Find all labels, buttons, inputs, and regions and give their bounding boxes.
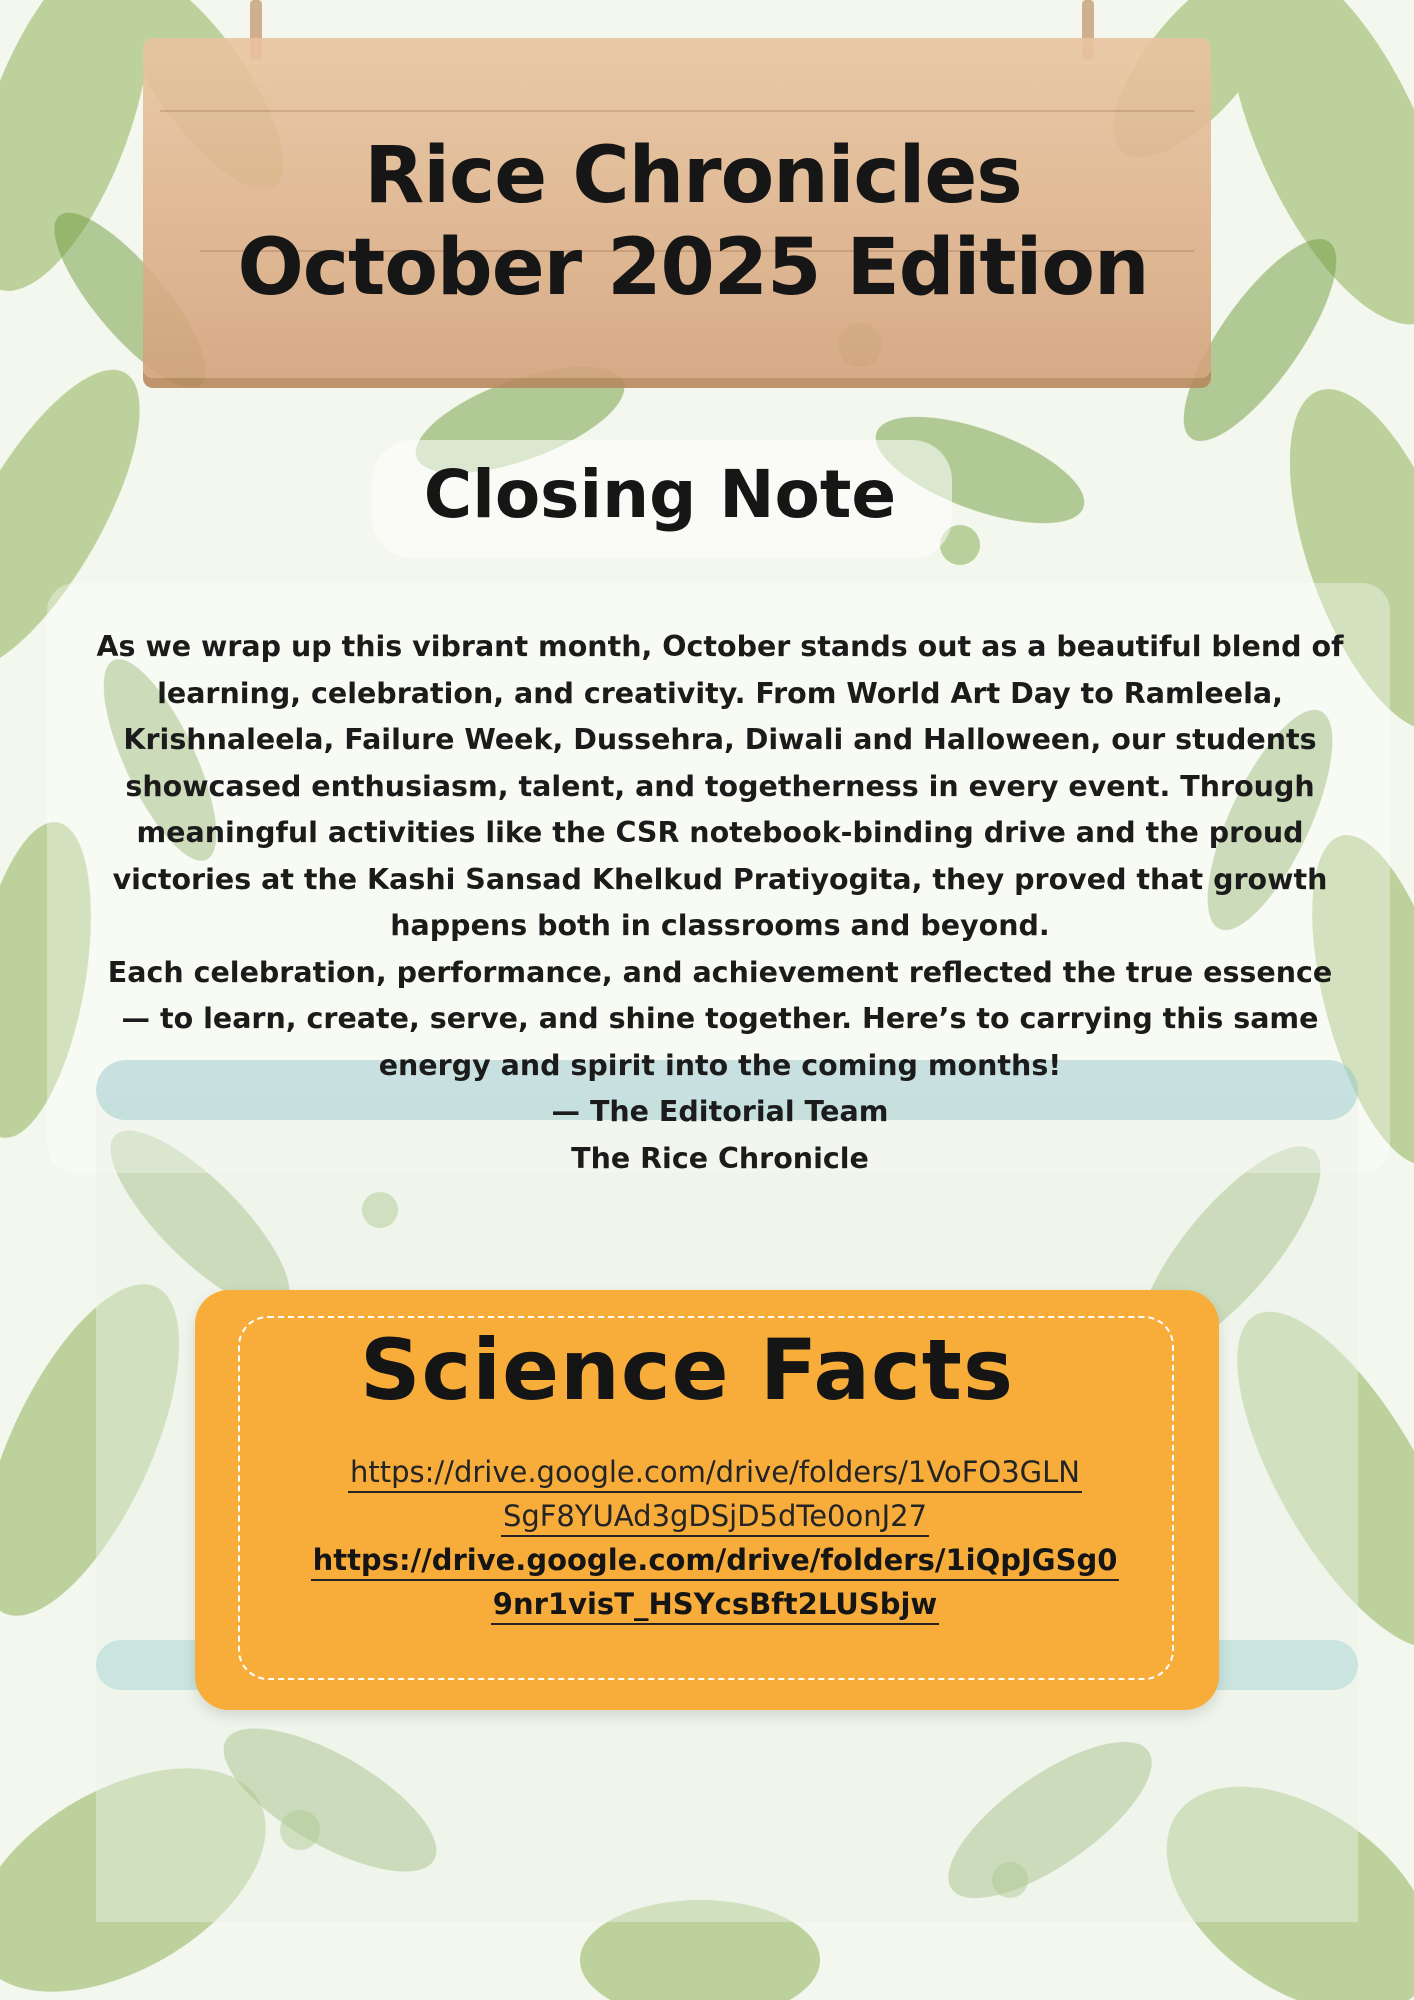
- closing-paragraph-2: Each celebration, performance, and achievement reflected the true essence — to learn, create, serve, and shine together. Here’s to carrying this same energy and spirit into the coming months!: [107, 955, 1333, 1082]
- closing-paragraph-1: As we wrap up this vibrant month, October stands out as a beautiful blend of learning, celebration, and creativity. From World Art Day to Ramleela, Krishnaleela, Failure Week, Dussehra, Diwali and Halloween, our students showcased enthusiasm, talent, and togetherness in every event. Through meaningful activities like the CSR notebook-binding drive and the proud victories at the Kashi Sansad Khelkud Pratiyogita, they proved that growth happens both in classrooms and beyond.: [96, 630, 1344, 942]
- drive-link-2-part-1[interactable]: https://drive.google.com/drive/folders/1iQpJGSg0: [311, 1541, 1120, 1581]
- drive-link-1-part-2[interactable]: SgF8YUAd3gDSjD5dTe0onJ27: [501, 1497, 929, 1537]
- science-facts-links: [300, 1452, 1130, 1628]
- science-facts-title: Science Facts: [360, 1321, 1014, 1419]
- drive-link-1-part-1[interactable]: https://drive.google.com/drive/folders/1VoFO3GLN: [348, 1453, 1082, 1493]
- closing-note-heading: Closing Note: [423, 456, 897, 533]
- title-line-1: Rice Chronicles: [364, 131, 1022, 221]
- newsletter-title: [143, 130, 1243, 314]
- closing-note-body: [90, 624, 1350, 1182]
- drive-link-2-part-2[interactable]: 9nr1visT_HSYcsBft2LUSbjw: [491, 1585, 939, 1625]
- sign-grain: [160, 110, 1194, 112]
- closing-signoff-team: — The Editorial Team: [551, 1095, 889, 1128]
- closing-signoff-publication: The Rice Chronicle: [571, 1141, 869, 1175]
- title-line-2: October 2025 Edition: [237, 223, 1149, 313]
